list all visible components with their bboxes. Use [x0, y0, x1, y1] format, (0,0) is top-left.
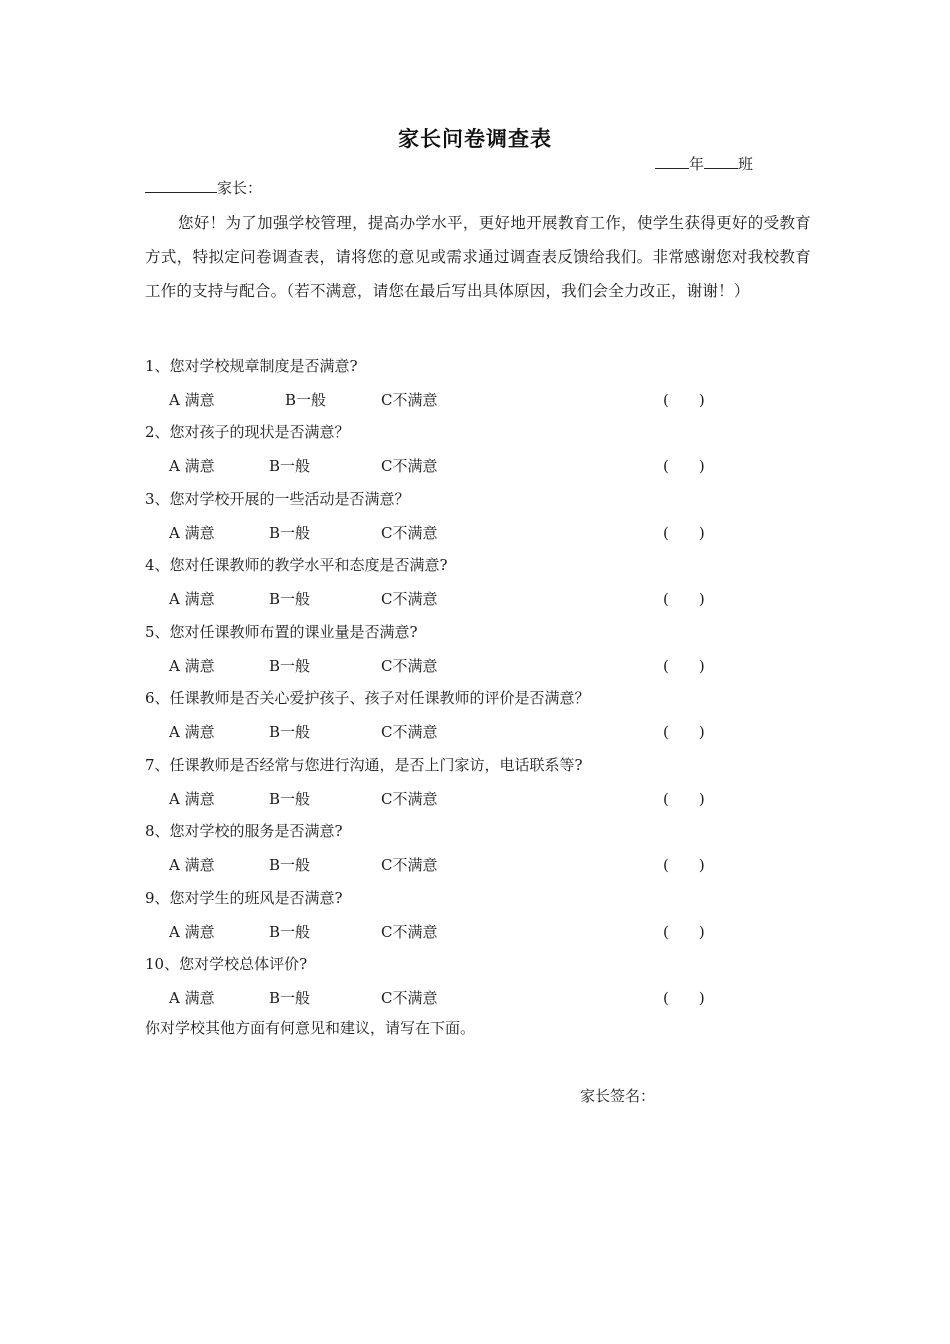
- option-c[interactable]: C不满意: [381, 856, 438, 874]
- option-b[interactable]: B一般: [269, 923, 311, 941]
- answer-options: [145, 787, 785, 811]
- option-a[interactable]: A 满意: [169, 457, 215, 475]
- option-b[interactable]: B一般: [285, 391, 327, 409]
- answer-blank[interactable]: ( ): [663, 790, 705, 808]
- option-a[interactable]: A 满意: [169, 524, 215, 542]
- question-text: 3、您对学校开展的一些活动是否满意？: [145, 490, 410, 508]
- question-text: 10、您对学校总体评价?: [145, 955, 308, 973]
- year-label: 年: [689, 155, 705, 173]
- answer-blank[interactable]: ( ): [663, 723, 705, 741]
- answer-blank[interactable]: ( ): [663, 989, 705, 1007]
- option-a[interactable]: A 满意: [169, 923, 215, 941]
- answer-blank[interactable]: ( ): [663, 524, 705, 542]
- question-10: [145, 952, 785, 1010]
- question-6: [145, 686, 785, 744]
- option-a[interactable]: A 满意: [169, 790, 215, 808]
- answer-blank[interactable]: ( ): [663, 657, 705, 675]
- greeting-line: [145, 177, 262, 198]
- page-title: 家长问卷调查表: [398, 126, 552, 151]
- question-4: [145, 553, 785, 611]
- option-c[interactable]: C不满意: [381, 657, 438, 675]
- option-a[interactable]: A 满意: [169, 391, 215, 409]
- question-8: [145, 819, 785, 877]
- option-c[interactable]: C不满意: [381, 524, 438, 542]
- question-text: 7、任课教师是否经常与您进行沟通，是否上门家访，电话联系等?: [145, 756, 583, 774]
- option-b[interactable]: B一般: [269, 524, 311, 542]
- class-blank[interactable]: [704, 154, 738, 169]
- option-b[interactable]: B一般: [269, 657, 311, 675]
- option-b[interactable]: B一般: [269, 790, 311, 808]
- question-text: 8、您对学校的服务是否满意?: [145, 822, 343, 840]
- greeting-label: 家长：: [217, 179, 263, 197]
- question-2: [145, 420, 785, 478]
- option-c[interactable]: C不满意: [381, 923, 438, 941]
- answer-options: [145, 454, 785, 478]
- option-a[interactable]: A 满意: [169, 989, 215, 1007]
- answer-options: [145, 920, 785, 944]
- intro-paragraph: 您好！为了加强学校管理，提高办学水平，更好地开展教育工作，使学生获得更好的受教育方式，特拟定问卷调查表，请将您的意见或需求通过调查表反馈给我们。非常感谢您对我校教育工作的支持与配合。（若不满意，请您在最后写出具体原因，我们会全力改正，谢谢！）: [145, 214, 811, 300]
- option-b[interactable]: B一般: [269, 457, 311, 475]
- option-c[interactable]: C不满意: [381, 723, 438, 741]
- question-text: 6、任课教师是否关心爱护孩子、孩子对任课教师的评价是否满意？: [145, 689, 590, 707]
- option-b[interactable]: B一般: [269, 856, 311, 874]
- question-text: 1、您对学校规章制度是否满意?: [145, 357, 358, 375]
- option-b[interactable]: B一般: [269, 723, 311, 741]
- option-c[interactable]: C不满意: [381, 391, 438, 409]
- answer-options: [145, 986, 785, 1010]
- option-b[interactable]: B一般: [269, 989, 311, 1007]
- option-a[interactable]: A 满意: [169, 723, 215, 741]
- option-a[interactable]: A 满意: [169, 657, 215, 675]
- parent-name-blank[interactable]: [145, 178, 217, 193]
- option-c[interactable]: C不满意: [381, 989, 438, 1007]
- suggestions-prompt: 你对学校其他方面有何意见和建议，请写在下面。: [145, 1019, 476, 1037]
- question-9: [145, 886, 785, 944]
- question-3: [145, 487, 785, 545]
- answer-options: [145, 521, 785, 545]
- question-text: 5、您对任课教师布置的课业量是否满意?: [145, 623, 418, 641]
- question-text: 4、您对任课教师的教学水平和态度是否满意?: [145, 556, 448, 574]
- answer-options: [145, 654, 785, 678]
- answer-blank[interactable]: ( ): [663, 590, 705, 608]
- answer-blank[interactable]: ( ): [663, 457, 705, 475]
- option-c[interactable]: C不满意: [381, 790, 438, 808]
- option-a[interactable]: A 满意: [169, 590, 215, 608]
- year-blank[interactable]: [655, 154, 689, 169]
- question-1: [145, 354, 785, 412]
- answer-options: [145, 853, 785, 877]
- answer-blank[interactable]: ( ): [663, 391, 705, 409]
- answer-blank[interactable]: ( ): [663, 923, 705, 941]
- answer-options: [145, 587, 785, 611]
- option-b[interactable]: B一般: [269, 590, 311, 608]
- option-c[interactable]: C不满意: [381, 590, 438, 608]
- answer-blank[interactable]: ( ): [663, 856, 705, 874]
- question-5: [145, 620, 785, 678]
- parent-signature-label: 家长签名：: [580, 1087, 656, 1105]
- question-7: [145, 753, 785, 811]
- answer-options: [145, 388, 785, 412]
- class-line: [655, 153, 753, 174]
- option-c[interactable]: C不满意: [381, 457, 438, 475]
- question-text: 9、您对学生的班风是否满意?: [145, 889, 343, 907]
- class-label: 班: [738, 155, 754, 173]
- question-text: 2、您对孩子的现状是否满意？: [145, 423, 350, 441]
- answer-options: [145, 720, 785, 744]
- option-a[interactable]: A 满意: [169, 856, 215, 874]
